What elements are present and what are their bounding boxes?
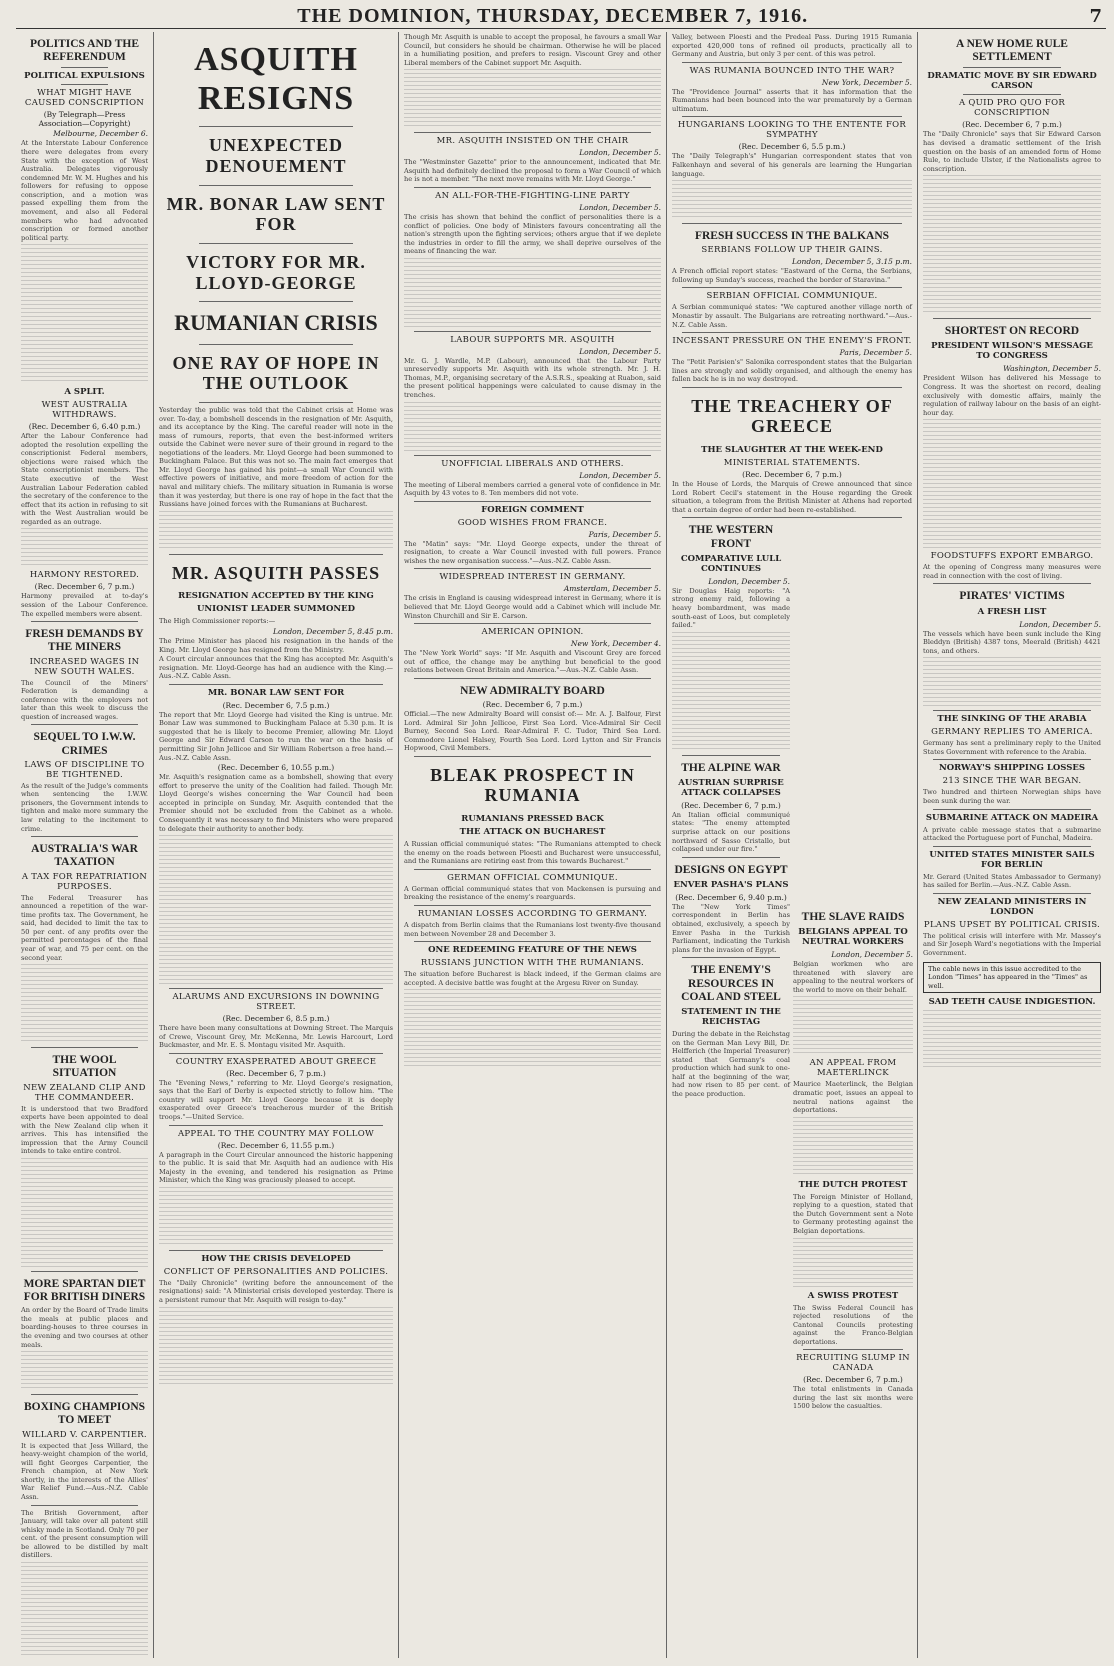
subheading: WEST AUSTRALIA WITHDRAWS.	[41, 400, 128, 421]
article-text: The "Evening News," referring to Mr. Lloyd George's resignation, says that the Earl of Derby is expected strictly to follow him. "The country will support Mr. Lloyd George because it is deeply exasperated over Greece's treacherous murder of the British troops."—United Service.	[159, 1078, 393, 1122]
article-text: The report that Mr. Lloyd George had visited the King is untrue. Mr. Bonar Law was summoned to Buckingham Palace at 5.30 p.m. It is suggested that he is likely to become Premier, allowing Mr. Lloyd George and Sir Edward Carson to run the war on the basis of permitting Sir John Jellicoe and Sir William Robertson a free hand.—Aus.-N.Z. Cable Assn.	[159, 710, 393, 762]
subheading: AMERICAN OPINION.	[481, 627, 584, 638]
dateline: London, December 5.	[831, 950, 913, 960]
subheading: INCESSANT PRESSURE ON THE ENEMY'S FRONT.	[672, 336, 912, 347]
headline: FRESH SUCCESS IN THE BALKANS	[694, 230, 890, 243]
headline: THE WESTERN FRONT	[688, 524, 774, 550]
article-text: It is understood that two Bradford experts have been appointed to deal with the New Zealand clip when it arrives. This has intensified the impression that the Army Council intends to take entire control.	[21, 1104, 148, 1156]
byline: (By Telegraph—Press Association—Copyright)	[38, 110, 131, 129]
column-4	[667, 32, 918, 1658]
dateline: New York, December 5.	[821, 77, 912, 87]
subheading: AUSTRIAN SURPRISE ATTACK COLLAPSES	[678, 777, 784, 798]
subheading: BELGIANS APPEAL TO NEUTRAL WORKERS	[798, 927, 908, 948]
headline: THE ALPINE WAR	[681, 761, 781, 774]
received-time: (Rec. December 6, 8.5 p.m.)	[222, 1014, 330, 1024]
subheading: MINISTERIAL STATEMENTS.	[723, 458, 861, 469]
article-text: Valley, between Ploesti and the Predeal Pass. During 1915 Rumania exported 420,000 tons of refined oil products, practically all to Germany and Austria, but only 3 per cent. of this was petrol.	[672, 33, 912, 59]
subheading: POLITICAL EXPULSIONS	[24, 71, 145, 82]
subheading: FOREIGN COMMENT	[481, 504, 584, 515]
subheading: WHAT MIGHT HAVE CAUSED CONSCRIPTION	[24, 88, 145, 109]
subheading: NORWAY'S SHIPPING LOSSES	[939, 763, 1085, 774]
page-number: 7	[1089, 5, 1102, 27]
subheading: ENVER PASHA'S PLANS	[673, 879, 789, 890]
article-text: A French official report states: "Eastward of the Cerna, the Serbians, following up Sunday's success, reached the border of Staravina."	[672, 267, 912, 284]
subheading: WAS RUMANIA BOUNCED INTO THE WAR?	[689, 65, 895, 76]
article-text: The "Daily Chronicle" (writing before the announcement of the resignations) said: "A Ministerial crisis developed yesterday. There is a persistent rumour that Mr. Asquith will resign to-day."	[159, 1278, 393, 1304]
subheading: FOODSTUFFS EXPORT EMBARGO.	[930, 551, 1094, 562]
dateline: Melbourne, December 6.	[53, 129, 148, 139]
headline: ONE RAY OF HOPE IN THE OUTLOOK	[172, 352, 380, 394]
article-text: The "Petit Parisien's" Salonika correspondent states that the Bulgarian lines are strongly and solidly organised, and although the enemy has fallen back he is in no way destroyed.	[672, 358, 912, 384]
subheading: THE SINKING OF THE ARABIA	[937, 714, 1087, 725]
received-time: (Rec. December 6, 7 p.m.)	[803, 1375, 903, 1385]
article-text: The Council of the Miners' Federation is demanding a conference with the employers not later than this week to discuss the question of increased wages.	[21, 678, 148, 721]
dateline: London, December 5.	[579, 202, 661, 212]
article-text: Mr. Asquith's resignation came as a bombshell, showing that every effort to preserve the unity of the Coalition had failed. Though Mr. Lloyd George's wishes concerning the War Council had been accepted in principle on Sunday, Mr. Asquith contended that the Premier should not be excluded from the Cabinet as a whole. Consequently it was necessary to find Ministers who were prepared to delegate their authority to another body.	[159, 773, 393, 833]
dateline: London, December 5.	[1019, 619, 1101, 629]
article-text: At the opening of Congress many measures were read in connection with the cost of living.	[923, 563, 1101, 580]
subheading: THE ATTACK ON BUCHAREST	[459, 827, 606, 838]
article-text: The British Government, after January, will take over all patent still whisky made in Scotland. Only 70 per cent. of the present consumption will be allowed to be distilled by malt distillers.	[21, 1508, 148, 1560]
article-text: The crisis has shown that behind the conflict of personalities there is a conflict of policies. One body of Ministers favours concentrating all the nation's strength upon the fighting services; others argue that if we deplete the industries in order to fill the army, we shall deprive ourselves of the means of financing the war.	[404, 212, 661, 256]
masthead	[16, 4, 1106, 29]
received-time: (Rec. December 6, 7 p.m.)	[681, 800, 781, 810]
advertisement-heading: SAD TEETH CAUSE INDIGESTION.	[928, 997, 1096, 1008]
headline: SEQUEL TO I.W.W. CRIMES	[33, 731, 136, 757]
headline: A NEW HOME RULE SETTLEMENT	[956, 38, 1068, 64]
received-time: (Rec. December 6, 7 p.m.)	[962, 120, 1062, 130]
article-text: It is expected that Jess Willard, the heavy-weight champion of the world, will fight Georges Carpentier, the French champion, at New York shortly, in the interests of the Allies' War Relief Fund.—Aus.-N.Z. Cable Assn.	[21, 1441, 148, 1501]
article-text: A Serbian communiqué states: "We captured another village north of Monastir by assault. The Bulgarians are retreating northward."—Aus.-N.Z. Cable Assn.	[672, 303, 912, 329]
subheading: AN ALL-FOR-THE-FIGHTING-LINE PARTY	[435, 190, 630, 201]
article-text: A paragraph in the Court Circular announced the historic happening to the public. It is said that Mr. Asquith had an audience with His Majesty in the evening, and tendered his resignation as Prime Minister, which the King was graciously pleased to accept.	[159, 1150, 393, 1185]
subheading: SUBMARINE ATTACK ON MADEIRA	[925, 812, 1099, 823]
article-text: Mr. G. J. Wardle, M.P. (Labour), announced that the Labour Party unreservedly supports Mr. Asquith with its whole strength. Mr. J. H. Thomas, M.P., organising secretary of the A.S.R.S., speaking at Ruabon, said the present political happenings were calculated to cause dismay in the trenches.	[404, 356, 661, 399]
headline: MR. BONAR LAW SENT FOR	[166, 193, 386, 235]
received-time: (Rec. December 6, 7 p.m.)	[34, 582, 135, 592]
article-text: During the debate in the Reichstag on the German Man Levy Bill, Dr. Helfferich (the Imperial Treasurer) stated that Germany's coal production which had sunk to one-half at the beginning of the war, had now risen to 85 per cent. of the peace production.	[672, 1029, 790, 1098]
received-time: (Rec. December 6, 7 p.m.)	[742, 470, 842, 480]
subheading: PLANS UPSET BY POLITICAL CRISIS.	[923, 919, 1101, 930]
article-text: The "New York World" says: "If Mr. Asquith and Viscount Grey are forced out of office, the change may be anything but beneficial to the good relations between Great Britain and America."—Aus.-N.Z. Cable Assn.	[404, 649, 661, 675]
article-text: The vessels which have been sunk include the King Bleddyn (British) 4387 tons, Meerald (British) 4421 tons, and others.	[923, 629, 1101, 655]
article-text: Harmony prevailed at to-day's session of the Labour Conference. The expelled members were absent.	[21, 592, 148, 618]
headline: SHORTEST ON RECORD	[944, 325, 1080, 338]
subheading: PRESIDENT WILSON'S MESSAGE TO CONGRESS	[931, 341, 1093, 362]
article-text: A private cable message states that a submarine attacked the Portuguese port of Funchal, Madeira.	[923, 825, 1101, 843]
headline: RUMANIAN CRISIS	[174, 310, 378, 336]
received-time: (Rec. December 6, 7.5 p.m.)	[222, 700, 330, 710]
article-text: The situation before Bucharest is black indeed, if the German claims are accepted. A decisive battle was fought at the Argesu River on Sunday.	[404, 970, 661, 987]
headline: PIRATES' VICTIMS	[959, 590, 1065, 603]
article-text: Mr. Gerard (United States Ambassador to Germany) has sailed for Berlin.—Aus.-N.Z. Cable Assn.	[923, 872, 1101, 890]
subheading: WIDESPREAD INTEREST IN GERMANY.	[439, 572, 626, 583]
article-text: The "Matin" says: "Mr. Lloyd George expects, under the threat of resignation, to create a War Council invested with full powers. France wishes the new organisation success."—Aus.-N.Z. Cable Assn.	[404, 539, 661, 565]
subheading: COMPARATIVE LULL CONTINUES	[680, 553, 782, 574]
dateline: Paris, December 5.	[588, 529, 661, 539]
dateline: London, December 5.	[708, 576, 790, 586]
subheading: APPEAL TO THE COUNTRY MAY FOLLOW	[177, 1128, 375, 1139]
subheading: CONFLICT OF PERSONALITIES AND POLICIES.	[163, 1266, 389, 1277]
subheading: A TAX FOR REPATRIATION PURPOSES.	[21, 871, 148, 892]
dateline: Amsterdam, December 5.	[563, 584, 661, 594]
subheading: MR. BONAR LAW SENT FOR	[207, 687, 345, 698]
subheading: A QUID PRO QUO FOR CONSCRIPTION	[958, 98, 1066, 119]
editorial-note-box: The cable news in this issue accredited to the London "Times" has appeared in the "Times" as well.	[923, 962, 1101, 994]
article-text: A Court circular announces that the King has accepted Mr. Asquith's resignation. Mr. Lloyd-George has had an audience with the King.—Aus.-N.Z. Cable Assn.	[159, 655, 393, 681]
received-time: (Rec. December 6, 5.5 p.m.)	[738, 142, 846, 152]
subheading: RUMANIAN LOSSES ACCORDING TO GERMANY.	[417, 908, 648, 919]
article-text: At the Interstate Labour Conference there were delegates from every State with the exception of West Australia. Delegates vigorously condemned Mr. W. M. Hughes and his followers for refusing to oppose conscription, and a motion was passed expelling them from the movement, and also all Federal members who had advocated conscription or formed another political party.	[21, 139, 148, 242]
article-text: President Wilson has delivered his Message to Congress. It was the shortest on record, dealing exclusively with domestic affairs, mainly the regulation of railway labour on the basis of an eight-hour day.	[923, 374, 1101, 417]
article-text: The Prime Minister has placed his resignation in the hands of the King. Mr. Lloyd George has resigned from the Ministry.	[159, 636, 393, 654]
subheading: A SWISS PROTEST	[807, 1290, 899, 1301]
subheading: GERMANY REPLIES TO AMERICA.	[931, 727, 1093, 738]
subheading: UNIONIST LEADER SUMMONED	[196, 604, 356, 615]
subheading: AN APPEAL FROM MAETERLINCK	[809, 1058, 897, 1079]
article-text: Two hundred and thirteen Norwegian ships have been sunk during the war.	[923, 788, 1101, 805]
article-text: An Italian official communiqué states: "The enemy attempted surprise attack on our positions northward of Sasso Cristallo, but collapsed under our fire."	[672, 810, 790, 854]
article-text: Germany has sent a preliminary reply to the United States Government with reference to the Arabia.	[923, 739, 1101, 756]
article-text: There have been many consultations at Downing Street. The Marquis of Crewe, Viscount Grey, Mr. McKenna, Mr. Lewis Harcourt, Lord Buckmaster, and Mr. E. S. Montagu visited Mr. Asquith.	[159, 1024, 393, 1050]
headline: UNEXPECTED DENOUEMENT	[205, 135, 347, 176]
received-time: (Rec. December 6, 11.55 p.m.)	[217, 1140, 335, 1150]
headline: DESIGNS ON EGYPT	[674, 863, 788, 876]
headline: THE TREACHERY OF GREECE	[691, 395, 893, 437]
received-time: (Rec. December 6, 6.40 p.m.)	[28, 422, 141, 432]
subheading: INCREASED WAGES IN NEW SOUTH WALES.	[29, 656, 140, 677]
headline: AUSTRALIA'S WAR TAXATION	[31, 843, 138, 869]
headline: FRESH DEMANDS BY THE MINERS	[25, 628, 144, 654]
slave-raids-section	[793, 905, 913, 1412]
headline: MR. ASQUITH PASSES	[171, 562, 381, 583]
article-text: The "Westminster Gazette" prior to the announcement, indicated that Mr. Asquith had definitely declined the proposal to form a War Council of which he is not a member. "The next move remains with Mr. Lloyd George."	[404, 158, 661, 184]
article-text: The "Providence Journal" asserts that it has information that the Rumanians had been bounced into the war prematurely by a German ultimatum.	[672, 87, 912, 113]
subheading: RUMANIANS PRESSED BACK	[461, 814, 604, 825]
article-text: The Federal Treasurer has announced a repetition of the war-time profits tax. The Government, he said, had decided to limit the tax to 50 per cent. of any profits over the permitted percentages of the final year of war, and 75 per cent. on the second year.	[21, 893, 148, 962]
article-text: The crisis in England is causing widespread interest in Germany, where it is believed that Mr. Lloyd George would add a Cabinet which will include Mr. Winston Churchill and Sir E. Carson.	[404, 594, 661, 620]
dateline: London, December 5.	[579, 148, 661, 158]
subheading: DRAMATIC MOVE BY SIR EDWARD CARSON	[927, 71, 1097, 92]
dateline: New York, December 4.	[570, 639, 661, 649]
headline: THE ENEMY'S RESOURCES IN COAL AND STEEL	[681, 964, 781, 1003]
article-text: An order by the Board of Trade limits the meals at public places and boarding-houses to three courses in the evening and two courses at other meals.	[21, 1306, 148, 1349]
subheading: RECRUITING SLUMP IN CANADA	[796, 1353, 910, 1374]
article-text: Though Mr. Asquith is unable to accept the proposal, he favours a small War Council, but considers he should be chairman. Otherwise he will be placed in a humiliating position, and prefers to resign. Viscount Grey and other Liberal members of the Cabinet support Mr. Asquith.	[404, 33, 661, 67]
subheading: ALARUMS AND EXCURSIONS IN DOWNING STREET.	[172, 992, 380, 1013]
headline: POLITICS AND THE REFERENDUM	[29, 38, 140, 64]
article-text: The Swiss Federal Council has rejected resolutions of the Cantonal Councils protesting against the Franco-Belgian deportations.	[793, 1303, 913, 1346]
subheading: ONE REDEEMING FEATURE OF THE NEWS	[428, 945, 637, 956]
article-text: In the House of Lords, the Marquis of Crewe announced that since Lord Robert Cecil's statement in the House regarding the Greek situation, a telegram from the British Minister at Athens had reported that a certain degree of order had been re-established.	[672, 480, 912, 514]
subheading: SERBIAN OFFICIAL COMMUNIQUE.	[706, 291, 878, 302]
received-time: (Rec. December 6, 7 p.m.)	[482, 699, 583, 709]
main-headline: ASQUITH RESIGNS	[194, 41, 358, 118]
article-text: After the Labour Conference had adopted the resolution expelling the conscriptionist Federal members, objections were raised which the State conscriptionist members. The State executive of the West Australian Labour Federation cabled the secretary of the conference to the effect that its action in refusing to sit with the West Australian would be regarded as an outrage.	[21, 432, 148, 526]
headline: THE WOOL SITUATION	[52, 1054, 117, 1080]
subheading: THE SLAUGHTER AT THE WEEK-END	[701, 445, 883, 456]
headline: THE SLAVE RAIDS	[801, 911, 905, 923]
dateline: London, December 5, 8.45 p.m.	[273, 626, 393, 636]
received-time: (Rec. December 6, 7 p.m.)	[226, 1068, 326, 1078]
article-text: As the result of the Judge's comments when sentencing the I.W.W. prisoners, the Government intends to tighten and make more summary the law relating to the incitement to crime.	[21, 781, 148, 833]
article-text: A German official communiqué states that von Mackensen is pursuing and breaking the resistance of the enemy's rearguards.	[404, 884, 661, 902]
subheading: GOOD WISHES FROM FRANCE.	[457, 517, 608, 528]
article-text: The "New York Times" correspondent in Berlin has obtained, exclusively, a speech by Enver Pasha in the Turkish Parliament, indicating the Turkish plans for the invasion of Egypt.	[672, 902, 790, 954]
subheading: NEW ZEALAND CLIP AND THE COMMANDEER.	[23, 1082, 146, 1103]
dateline: London, December 5.	[579, 346, 661, 356]
subheading: A SPLIT.	[64, 387, 105, 398]
subheading: SERBIANS FOLLOW UP THEIR GAINS.	[701, 245, 883, 256]
dateline: London, December 5, 3.15 p.m.	[792, 257, 912, 267]
headline: BOXING CHAMPIONS TO MEET	[23, 1401, 146, 1427]
article-text: A Russian official communiqué states: "The Rumanians attempted to check the enemy on the roads between Ploesti and Bucharest were unsuccessful, and the Rumanians are retiring east from this towards Bucharest."	[404, 840, 661, 866]
article-text: The meeting of Liberal members carried a general vote of confidence in Mr. Asquith by 43 votes to 8. Ten members did not vote.	[404, 480, 661, 498]
subheading: RESIGNATION ACCEPTED BY THE KING	[178, 591, 374, 602]
column-5	[918, 32, 1106, 1658]
article-text: The political crisis will interfere with Mr. Massey's and Sir Joseph Ward's negotiations with the Imperial Government.	[923, 931, 1101, 957]
subheading: UNOFFICIAL LIBERALS AND OTHERS.	[441, 458, 624, 469]
column-2	[154, 32, 399, 1658]
subheading: NEW ZEALAND MINISTERS IN LONDON	[937, 896, 1087, 917]
subheading: LAWS OF DISCIPLINE TO BE TIGHTENED.	[24, 759, 145, 780]
subheading: RUSSIANS JUNCTION WITH THE RUMANIANS.	[420, 958, 645, 969]
subheading: HUNGARIANS LOOKING TO THE ENTENTE FOR SYMPATHY	[677, 120, 907, 141]
subheading: GERMAN OFFICIAL COMMUNIQUE.	[447, 872, 618, 883]
article-text: The Foreign Minister of Holland, replying to a question, stated that the Dutch Government sent a Note to Germany protesting against the Belgian deportations.	[793, 1192, 913, 1235]
article-text: Maurice Maeterlinck, the Belgian dramatic poet, issues an appeal to neutral nations against the deportations.	[793, 1080, 913, 1115]
article-text: The "Daily Chronicle" says that Sir Edward Carson has devised a dramatic settlement of the Irish question on the basis of an amended form of Home Rule, to include Ulster, if the Nationalists agree to conscription.	[923, 130, 1101, 173]
column-3	[399, 32, 667, 1658]
newspaper-title: THE DOMINION, THURSDAY, DECEMBER 7, 1916.	[297, 4, 809, 27]
dateline: Washington, December 5.	[1003, 364, 1101, 374]
dateline: London, December 5.	[579, 470, 661, 480]
article-text: Sir Douglas Haig reports: "A strong enemy raid, following a heavy bombardment, was made south-east of Loos, but completely failed."	[672, 586, 790, 630]
received-time: (Rec. December 6, 9.40 p.m.)	[675, 892, 787, 902]
subheading: UNITED STATES MINISTER SAILS FOR BERLIN	[929, 849, 1095, 870]
article-text: The "Daily Telegraph's" Hungarian correspondent states that von Falkenhayn and several of his generals are learning the Hungarian language.	[672, 152, 912, 178]
article-text: A dispatch from Berlin claims that the Rumanians lost twenty-five thousand men between November 28 and December 3.	[404, 920, 661, 938]
article-text: Belgian workmen who are threatened with slavery are appealing to the neutral workers of the world to move on their behalf.	[793, 960, 913, 994]
article-text: Yesterday the public was told that the Cabinet crisis at Home was over. To-day, a bombshell descends in the resignation of Mr. Asquith, and its acceptance by the King. The careful reader will note in the mass of rumours, reports, that even the best-informed writers outside the Cabinet were never sure of their ground in regard to the negotiations of the leaders. Mr. Lloyd George had been summoned to Buckingham Palace. But this was not so. The main fact emerges that Mr. Lloyd George has gained his point—a small War Council with effective powers of initiative, and more freedom of action for the naval and military chiefs. The military situation in Rumania is worse than it was yesterday, but there is one ray of hope in the fact that the Russians have joined forces with the Rumanians at Bucharest.	[159, 405, 393, 509]
subheading: 213 SINCE THE WAR BEGAN.	[942, 776, 1082, 787]
headline: MORE SPARTAN DIET FOR BRITISH DINERS	[23, 1277, 146, 1304]
column-1	[16, 32, 154, 1658]
subheading: THE DUTCH PROTEST	[798, 1179, 908, 1190]
received-time: (Rec. December 6, 10.55 p.m.)	[217, 763, 335, 773]
subheading: MR. ASQUITH INSISTED ON THE CHAIR	[436, 136, 629, 147]
article-text: The total enlistments in Canada during the last six months were 1500 below the casualties.	[793, 1385, 913, 1411]
article-text: The High Commissioner reports:—	[159, 617, 276, 626]
article-text: Official.—The new Admiralty Board will consist of:— Mr. A. J. Balfour, First Lord. Admiral Sir John Jellicoe, First Sea Lord. Vice-Admiral Sir Cecil Burney, Second Sea Lord. Rear-Admiral F. C. Tudor, Third Sea Lord. Commodore Lionel Halsey, Fourth Sea Lord. Lord Lytton and Sir Francis Hopwood, Civil Members.	[404, 709, 661, 753]
headline: NEW ADMIRALTY BOARD	[460, 684, 605, 697]
subheading: STATEMENT IN THE REICHSTAG	[681, 1006, 781, 1027]
subheading: WILLARD V. CARPENTIER.	[22, 1429, 147, 1440]
dateline: Paris, December 5.	[839, 348, 912, 358]
subheading: COUNTRY EXASPERATED ABOUT GREECE	[175, 1056, 377, 1067]
headline: VICTORY FOR MR. LLOYD-GEORGE	[186, 251, 366, 293]
subheading: A FRESH LIST	[977, 606, 1047, 617]
subheading: HARMONY RESTORED.	[29, 570, 140, 581]
headline: BLEAK PROSPECT IN RUMANIA	[430, 764, 635, 806]
subheading: LABOUR SUPPORTS MR. ASQUITH	[450, 334, 615, 345]
subheading: HOW THE CRISIS DEVELOPED	[201, 1253, 351, 1264]
